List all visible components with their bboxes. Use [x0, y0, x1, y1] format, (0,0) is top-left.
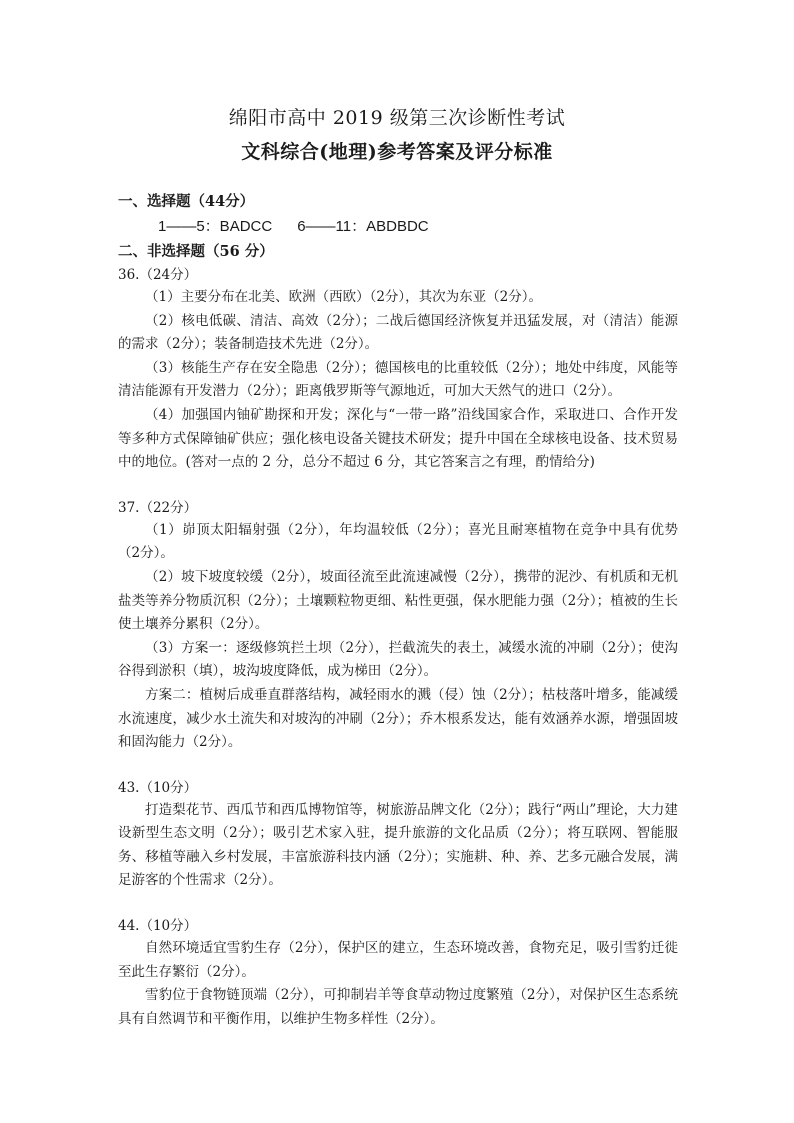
answer-paragraph: （2）核电低碳、清洁、高效（2分）；二战后德国经济恢复并迅猛发展，对（清洁）能源的需求（2分）；装备制造技术先进（2分）。	[118, 312, 678, 353]
answer-paragraph: （3）方案一：逐级修筑拦土坝（2分），拦截流失的表土，减缓水流的冲刷（2分）；使沟谷得到淤积（填），坡沟坡度降低，成为梯田（2分）。	[118, 639, 678, 680]
answer-paragraph: （3）核能生产存在安全隐患（2分）；德国核电的比重较低（2分）；地处中纬度，风能等清洁能源有开发潜力（2分）；距离俄罗斯等气源地近，可加大天然气的进口（2分）。	[118, 359, 678, 400]
question-43	[118, 777, 678, 893]
answer-body	[118, 190, 678, 1031]
answer-paragraph: 打造梨花节、西瓜节和西瓜博物馆等，树旅游品牌文化（2分）；践行“两山”理论，大力建设新型生态文明（2分）；吸引艺术家入驻，提升旅游的文化品质（2分）；将互联网、智能服务、移植等融入乡村发展，丰富旅游科技内涵（2分）；实施耕、种、养、艺多元融合发展，满足游客的个性需求（2分）。	[118, 801, 678, 889]
question-44	[118, 915, 678, 1031]
answer-paragraph: 雪豹位于食物链顶端（2分），可抑制岩羊等食草动物过度繁殖（2分），对保护区生态系统具有自然调节和平衡作用，以维护生物多样性（2分）。	[118, 987, 678, 1027]
answer-paragraph: 自然环境适宜雪豹生存（2分），保护区的建立，生态环境改善，食物充足，吸引雪豹迁徙至此生存繁衍（2分）。	[118, 940, 678, 980]
answer-paragraph: 方案二：植树后成垂直群落结构，减轻雨水的溅（侵）蚀（2分）；枯枝落叶增多，能减缓水流速度，减少水土流失和对坡沟的冲刷（2分）；乔木根系发达，能有效涵养水源，增强固坡和固沟能力（2分）。	[118, 686, 678, 751]
answer-paragraph: （1）峁顶太阳辐射强（2分），年均温较低（2分）；喜光且耐寒植物在竞争中具有优势（2分）。	[118, 521, 678, 562]
multiple-choice-answers: 1——5：BADCC 6——11：ABDBDC	[158, 218, 429, 235]
question-44-number: 44.（10分）	[118, 918, 198, 935]
question-43-number: 43.（10分）	[118, 779, 198, 796]
part2-heading: 二、非选择题（56 分）	[118, 243, 274, 260]
answer-paragraph: （2）坡下坡度较缓（2分），坡面径流至此流速减慢（2分），携带的泥沙、有机质和无机盐类等养分物质沉积（2分）；土壤颗粒物更细、粘性更强，保水肥能力强（2分）；植被的生长使土壤养分累积（2分）。	[118, 568, 678, 633]
part1-heading: 一、选择题（44分）	[118, 193, 255, 210]
exam-title: 绵阳市高中 2019 级第三次诊断性考试	[228, 107, 566, 129]
question-37-number: 37.（22分）	[118, 499, 198, 516]
question-36	[118, 264, 678, 475]
question-37	[118, 497, 678, 755]
answer-paragraph: （4）加强国内铀矿勘探和开发；深化与“一带一路”沿线国家合作，采取进口、合作开发等多种方式保障铀矿供应；强化核电设备关键技术研发；提升中国在全球核电设备、技术贸易中的地位。(答对一点的 2 分，总分不超过 6 分，其它答案言之有理，酌情给分)	[118, 406, 678, 471]
question-36-number: 36.（24分）	[118, 267, 198, 283]
exam-subtitle: 文科综合(地理)参考答案及评分标准	[241, 141, 553, 163]
answer-paragraph: （1）主要分布在北美、欧洲（西欧）（2分），其次为东亚（2分）。	[145, 289, 543, 305]
